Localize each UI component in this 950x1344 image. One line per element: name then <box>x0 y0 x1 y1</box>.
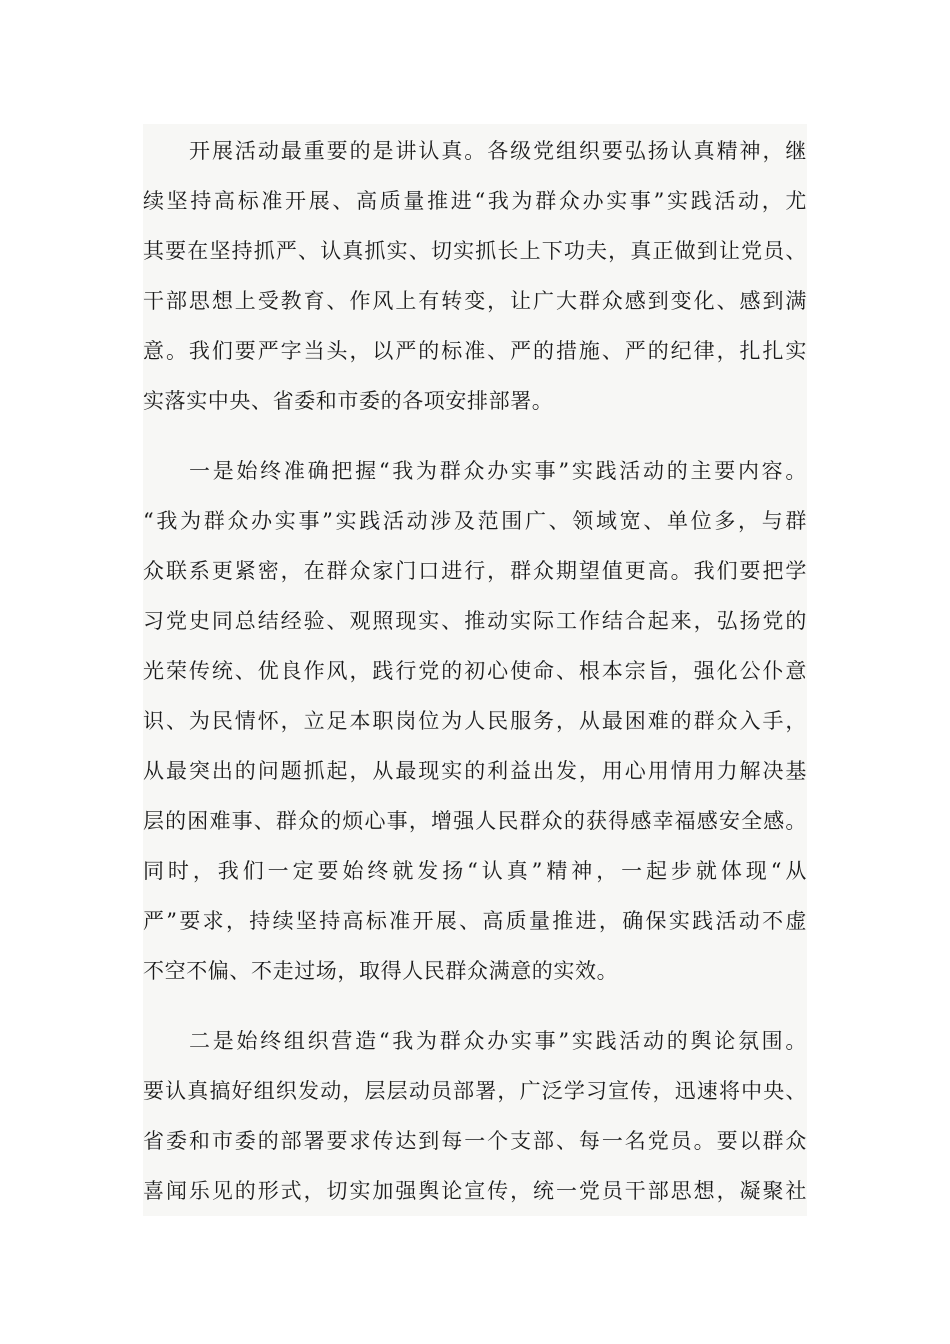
paragraph-2-line-9: 同时，我们一定要始终就发扬“认真”精神，一起步就体现“从 <box>143 859 807 883</box>
paragraph-1-line-5: 意。我们要严字当头，以严的标准、严的措施、严的纪律，扎扎实 <box>143 339 807 363</box>
paragraph-2-line-5: 光荣传统、优良作风，践行党的初心使命、根本宗旨，强化公仆意 <box>143 659 807 683</box>
paragraph-2-line-7: 从最突出的问题抓起，从最现实的利益出发，用心用情用力解决基 <box>143 759 807 783</box>
paragraph-3-line-2: 要认真搞好组织发动，层层动员部署，广泛学习宣传，迅速将中央、 <box>143 1079 807 1103</box>
paragraph-2-line-8: 层的困难事、群众的烦心事，增强人民群众的获得感幸福感安全感。 <box>143 809 807 833</box>
paragraph-1-line-4: 干部思想上受教育、作风上有转变，让广大群众感到变化、感到满 <box>143 289 807 313</box>
paragraph-1-line-2: 续坚持高标准开展、高质量推进“我为群众办实事”实践活动，尤 <box>143 189 807 213</box>
paragraph-2-line-10: 严”要求，持续坚持高标准开展、高质量推进，确保实践活动不虚 <box>143 909 807 933</box>
paragraph-1-line-3: 其要在坚持抓严、认真抓实、切实抓长上下功夫，真正做到让党员、 <box>143 239 807 263</box>
paragraph-3-line-4: 喜闻乐见的形式，切实加强舆论宣传，统一党员干部思想，凝聚社 <box>143 1179 807 1203</box>
paragraph-1-line-1: 开展活动最重要的是讲认真。各级党组织要弘扬认真精神，继 <box>189 139 807 163</box>
paragraph-2-line-1: 一是始终准确把握“我为群众办实事”实践活动的主要内容。 <box>189 459 807 483</box>
paragraph-2-line-4: 习党史同总结经验、观照现实、推动实际工作结合起来，弘扬党的 <box>143 609 807 633</box>
paragraph-2-line-2: “我为群众办实事”实践活动涉及范围广、领域宽、单位多，与群 <box>143 509 807 533</box>
paragraph-1-line-6: 实落实中央、省委和市委的各项安排部署。 <box>143 389 554 413</box>
paragraph-3-line-3: 省委和市委的部署要求传达到每一个支部、每一名党员。要以群众 <box>143 1129 807 1153</box>
paragraph-2-line-11: 不空不偏、不走过场，取得人民群众满意的实效。 <box>143 959 619 983</box>
paragraph-3-line-1: 二是始终组织营造“我为群众办实事”实践活动的舆论氛围。 <box>189 1029 807 1053</box>
paragraph-2-line-6: 识、为民情怀，立足本职岗位为人民服务，从最困难的群众入手， <box>143 709 807 733</box>
document-body <box>143 124 807 1216</box>
paragraph-2-line-3: 众联系更紧密，在群众家门口进行，群众期望值更高。我们要把学 <box>143 559 807 583</box>
